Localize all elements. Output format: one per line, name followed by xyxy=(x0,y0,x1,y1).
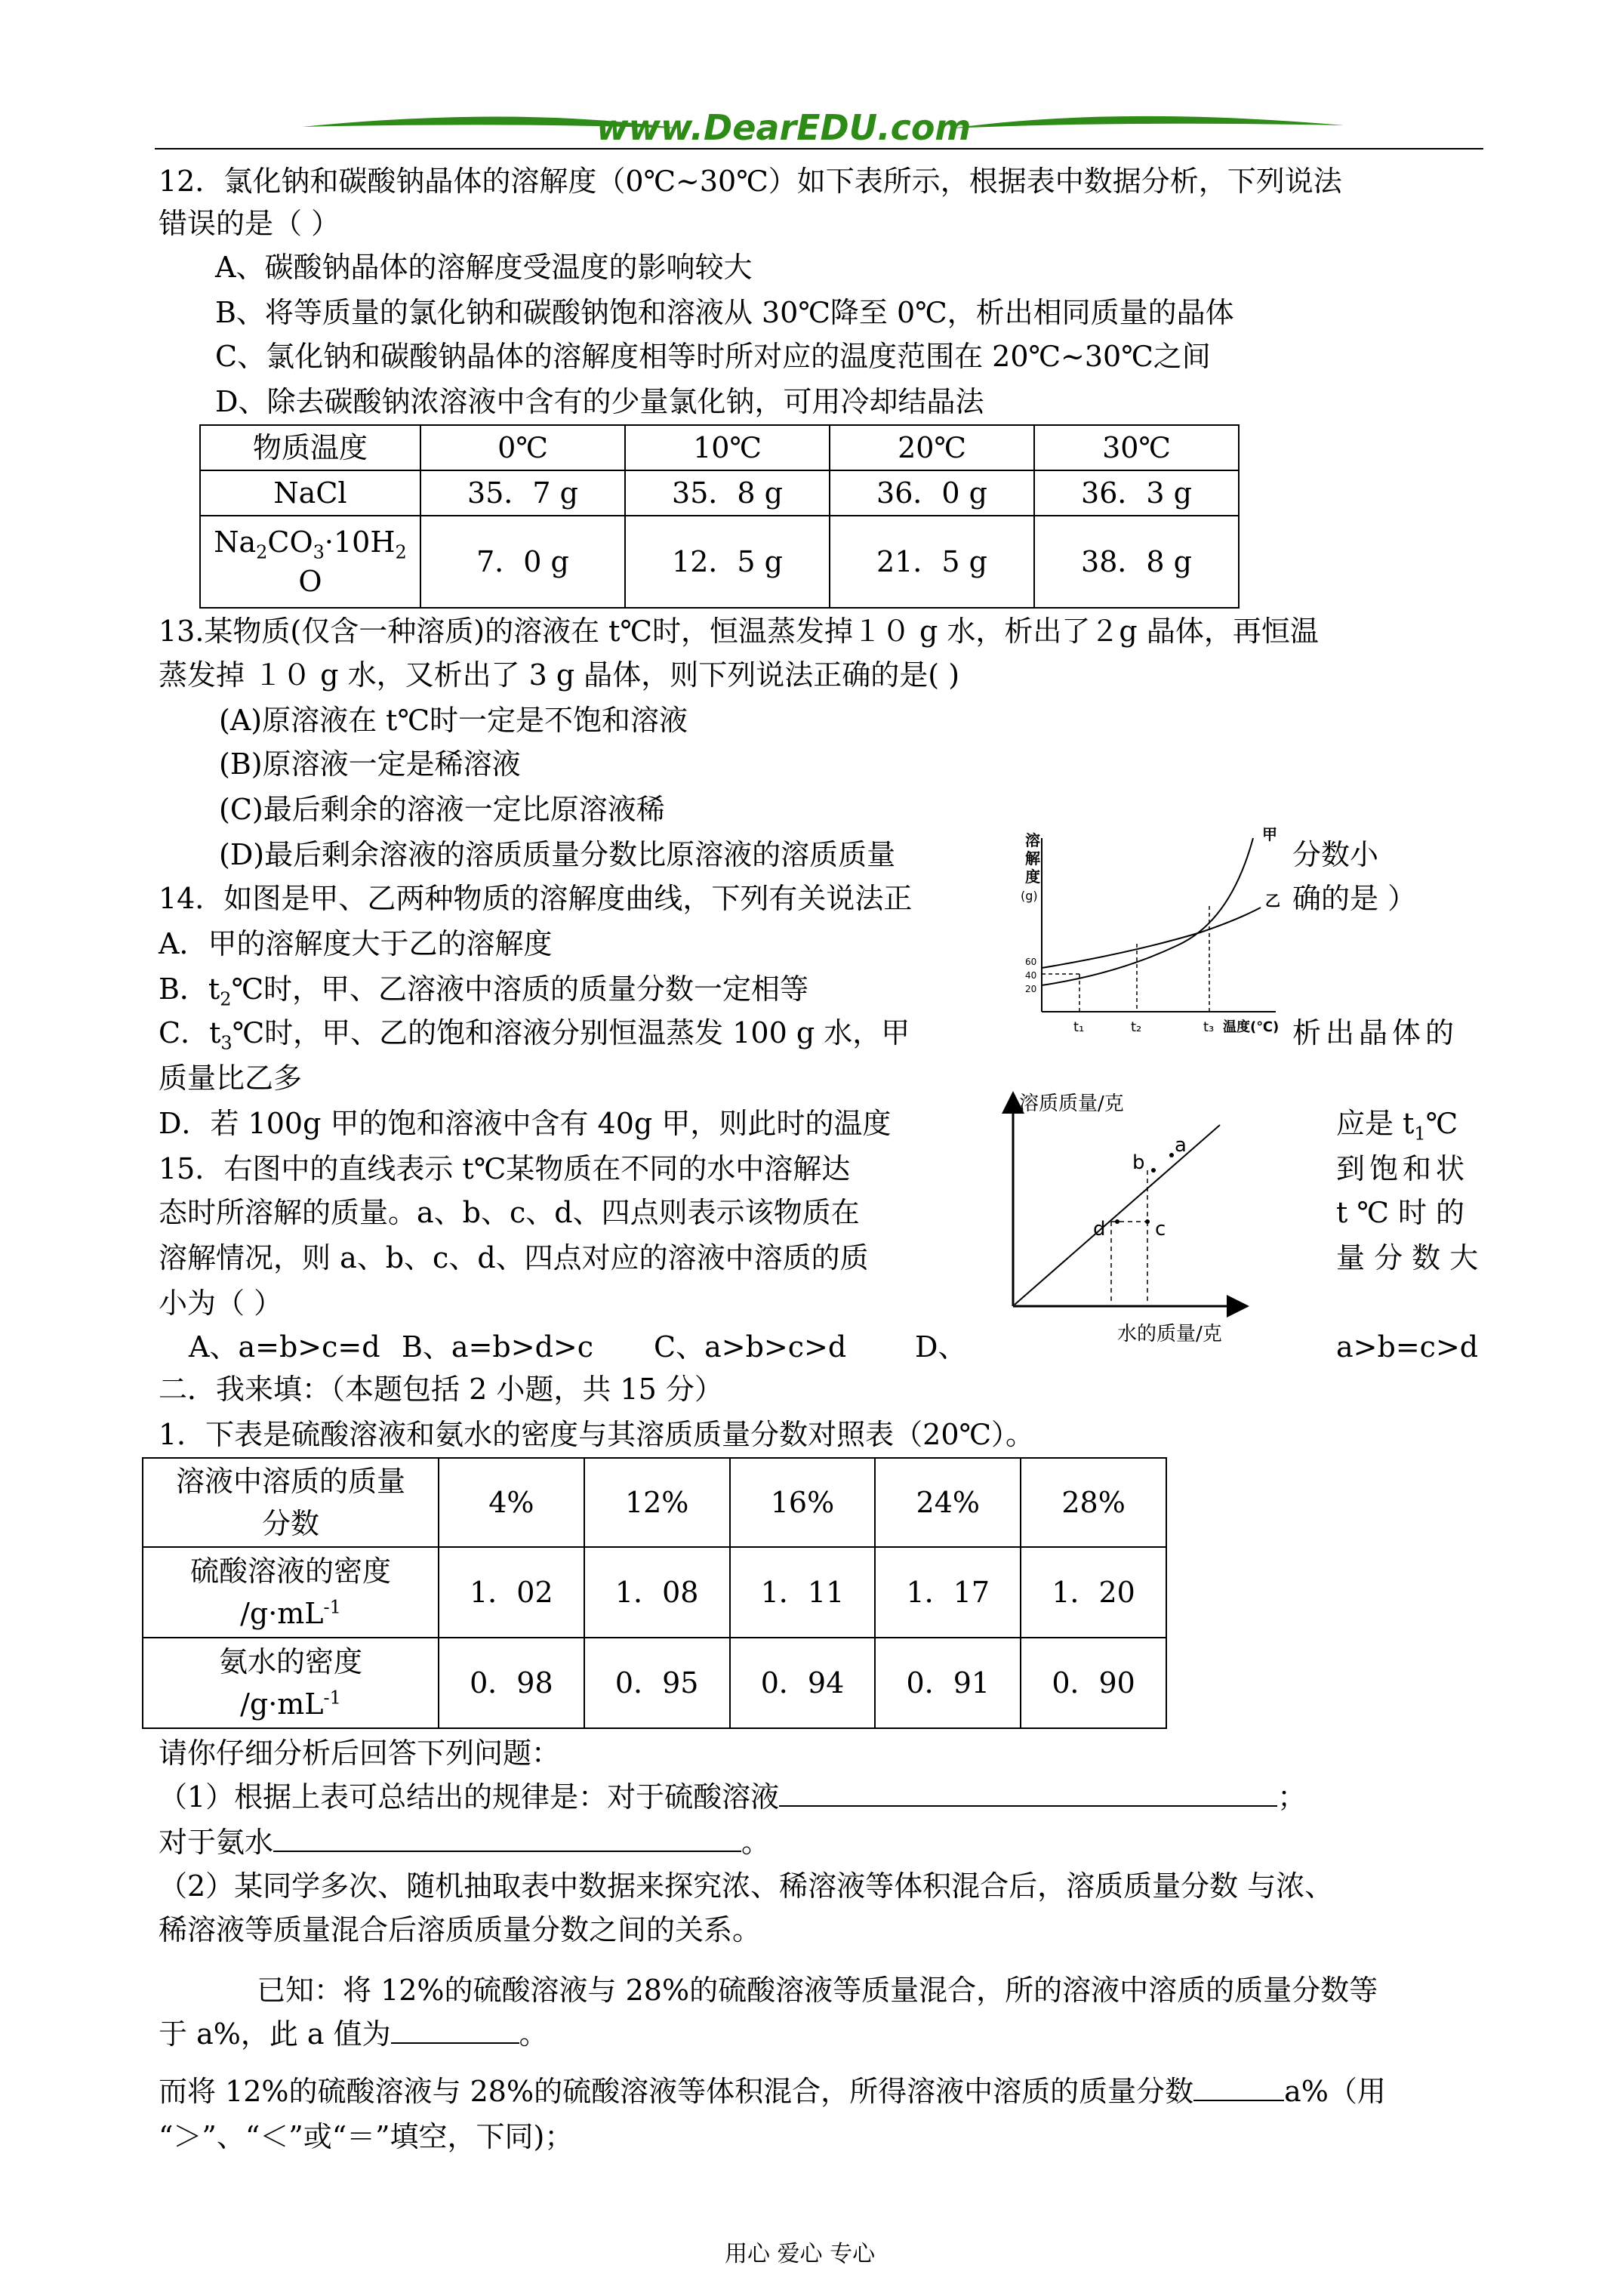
table-cell: 12% xyxy=(584,1458,730,1547)
table-cell: 10℃ xyxy=(625,425,830,470)
graph-x-tick: t₃ xyxy=(1203,1019,1215,1035)
point-a xyxy=(1169,1153,1174,1157)
table-cell: 30℃ xyxy=(1034,425,1239,470)
table-cell: 20℃ xyxy=(830,425,1034,470)
q15-option-d-left: D、 xyxy=(915,1330,967,1364)
table-cell: 1．20 xyxy=(1021,1547,1166,1638)
table-cell: 7．0 g xyxy=(420,516,625,608)
part2-ask: 请你仔细分析后回答下列问题： xyxy=(159,1737,561,1770)
q15-option-b: B、a=b>d>c xyxy=(402,1330,594,1364)
table-cell: 0．91 xyxy=(875,1638,1021,1728)
saturation-line xyxy=(1015,1125,1220,1305)
graph-x-tick: t₁ xyxy=(1073,1019,1085,1035)
q12-option-a: A、碳酸钠晶体的溶解度受温度的影响较大 xyxy=(215,251,753,284)
part2-title: 二．我来填：（本题包括 2 小题，共 15 分） xyxy=(159,1373,723,1406)
q12-solubility-table xyxy=(199,424,1240,609)
graph-x-tick: t₂ xyxy=(1131,1019,1142,1035)
q13-option-c: (C)最后剩余的溶液一定比原溶液稀 xyxy=(219,793,665,826)
table-cell: 24% xyxy=(875,1458,1021,1547)
curve-yi-label: 乙 xyxy=(1265,892,1280,910)
curve-yi xyxy=(1042,908,1261,968)
table-cell: 21．5 g xyxy=(830,516,1034,608)
point-b xyxy=(1151,1168,1156,1173)
part2-p2-line-2: 稀溶液等质量混合后溶质质量分数之间的关系。 xyxy=(159,1913,762,1946)
point-c xyxy=(1145,1219,1150,1224)
graph-y-label-4: (g) xyxy=(1021,889,1038,903)
q13-option-d-right: 分数小 xyxy=(1292,838,1379,871)
table-cell: 1．02 xyxy=(439,1547,584,1638)
table-cell: 0．94 xyxy=(730,1638,876,1728)
q14-option-a: A．甲的溶解度大于乙的溶解度 xyxy=(159,927,553,960)
part2-q1-stem: 1．下表是硫酸溶液和氨水的密度与其溶质质量分数对照表（20℃）。 xyxy=(159,1418,1035,1451)
table-cell: NaCl xyxy=(200,470,420,516)
table-cell: 1．17 xyxy=(875,1547,1021,1638)
answer-blank-compare[interactable] xyxy=(1193,2077,1284,2101)
q14-option-b: B．$t_2℃$时，甲、乙溶液中溶质的质量分数一定相等 xyxy=(159,972,808,1010)
table-cell: 35．7 g xyxy=(420,470,625,516)
q13-option-d-left: (D)最后剩余溶液的溶质质量分数比原溶液的溶质质量 xyxy=(219,838,896,871)
q14-stem-right: 确的是 ） xyxy=(1292,882,1417,915)
header-rule xyxy=(155,148,1483,149)
graph-y-label: 溶质质量/克 xyxy=(1019,1093,1124,1115)
part2-p1-line-1: （1）根据上表可总结出的规律是：对于硫酸溶液 ； xyxy=(159,1780,1307,1814)
part2-p2-line-3: 已知：将 12%的硫酸溶液与 28%的硫酸溶液等质量混合，所的溶液中溶质的质量分数等 xyxy=(257,1974,1378,2007)
table-cell: 物质温度 xyxy=(200,425,420,470)
table-cell: 0℃ xyxy=(420,425,625,470)
graph-y-label-3: 度 xyxy=(1025,868,1040,886)
table-cell: 1．08 xyxy=(584,1547,730,1638)
page-footer: 用心 爱心 专心 xyxy=(725,2241,876,2267)
q12-option-b: B、将等质量的氯化钠和碳酸钠饱和溶液从 30℃降至 0℃，析出相同质量的晶体 xyxy=(215,296,1234,329)
na2co3-label: $Na_2CO_3\cdot 10H_2$ O xyxy=(214,525,407,598)
q15-line-1-left: 15．右图中的直线表示 t℃某物质在不同的水中溶解达 xyxy=(159,1152,851,1185)
site-logo: www.DearEDU.com xyxy=(596,107,972,148)
table-cell: 1．11 xyxy=(730,1547,876,1638)
table-cell: 35．8 g xyxy=(625,470,830,516)
q15-line-2-right: t ℃ 时 的 xyxy=(1336,1196,1465,1229)
curve-jia xyxy=(1042,838,1253,985)
table-cell: 0．95 xyxy=(584,1638,730,1728)
q14-option-d-left: D．若 100g 甲的饱和溶液中含有 40g 甲，则此时的温度 xyxy=(159,1107,892,1140)
q15-saturation-graph xyxy=(996,1080,1329,1359)
graph-y-tick: 20 xyxy=(1025,984,1037,994)
q15-option-a: A、a=b>c=d xyxy=(189,1330,380,1364)
answer-blank-ammonia[interactable] xyxy=(273,1828,741,1852)
table-cell: 12．5 g xyxy=(625,516,830,608)
curve-jia-label: 甲 xyxy=(1262,825,1277,843)
point-d xyxy=(1115,1219,1119,1224)
q12-option-d: D、除去碳酸钠浓溶液中含有的少量氯化钠，可用冷却结晶法 xyxy=(215,385,984,418)
table-cell: 28% xyxy=(1021,1458,1166,1547)
table-cell: 36．3 g xyxy=(1034,470,1239,516)
q12-stem-1: 12．氯化钠和碳酸钠晶体的溶解度（0℃~30℃）如下表所示，根据表中数据分析，下列说法 xyxy=(159,165,1342,198)
q13-stem-2: 蒸发掉 １０ g 水，又析出了 3 g 晶体，则下列说法正确的是( ) xyxy=(159,658,960,692)
answer-blank-a-value[interactable] xyxy=(391,2020,519,2044)
part2-p2-line-4: 于 a%，此 a 值为 。 xyxy=(159,2017,548,2051)
graph-x-label: 水的质量/克 xyxy=(1117,1323,1222,1345)
density-table xyxy=(142,1457,1167,1729)
part2-p2-line-5: 而将 12%的硫酸溶液与 28%的硫酸溶液等体积混合，所得溶液中溶质的质量分数 a%（用 xyxy=(159,2075,1386,2108)
q12-stem-2: 错误的是（ ） xyxy=(159,207,340,240)
point-a-label: a xyxy=(1175,1134,1187,1157)
table-cell: 0．90 xyxy=(1021,1638,1166,1728)
q15-line-3-right: 量 分 数 大 xyxy=(1336,1241,1479,1274)
q15-line-2-left: 态时所溶解的质量。a、b、c、d、四点则表示该物质在 xyxy=(159,1196,860,1229)
q14-solubility-graph xyxy=(1004,823,1291,1049)
graph-y-label-1: 溶 xyxy=(1025,831,1040,849)
graph-x-label: 温度(℃) xyxy=(1223,1019,1280,1035)
part2-p2-line-6: “＞”、“＜”或“＝”填空，下同)； xyxy=(159,2120,574,2153)
table-cell: 氨水的密度 $/g\cdot mL^{-1}$ xyxy=(143,1638,439,1728)
q15-line-1-right: 到饱和状 xyxy=(1336,1152,1470,1185)
table-cell: 16% xyxy=(730,1458,876,1547)
table-cell xyxy=(200,516,420,608)
q14-stem-left: 14．如图是甲、乙两种物质的溶解度曲线，下列有关说法正 xyxy=(159,882,913,915)
table-cell: 36．0 g xyxy=(830,470,1034,516)
q13-option-a: (A)原溶液在 t℃时一定是不饱和溶液 xyxy=(219,704,688,737)
part2-p1-line-2: 对于氨水 。 xyxy=(159,1826,771,1859)
graph-y-tick: 60 xyxy=(1025,957,1037,967)
q13-stem-1: 13.某物质(仅含一种溶质)的溶液在 t℃时，恒温蒸发掉１０ g 水，析出了２g 晶体，再恒温 xyxy=(159,615,1319,648)
q14-option-c-2: 质量比乙多 xyxy=(159,1062,303,1095)
graph-y-tick: 40 xyxy=(1025,970,1037,981)
q14-option-d-right: 应是 $t_1℃$ xyxy=(1336,1107,1458,1145)
q15-line-3-left: 溶解情况，则 a、b、c、d、四点对应的溶液中溶质的质 xyxy=(159,1241,869,1274)
table-cell: 溶液中溶质的质量 分数 xyxy=(143,1458,439,1547)
table-cell: 硫酸溶液的密度 $/g\cdot mL^{-1}$ xyxy=(143,1547,439,1638)
q12-option-c: C、氯化钠和碳酸钠晶体的溶解度相等时所对应的温度范围在 20℃~30℃之间 xyxy=(215,340,1211,373)
q14-option-c-right: 析出晶体的 xyxy=(1292,1016,1459,1049)
q15-line-4: 小为（ ） xyxy=(159,1287,283,1320)
q15-option-c: C、a>b>c>d xyxy=(654,1330,847,1364)
answer-blank-sulfuric[interactable] xyxy=(779,1783,1277,1807)
q14-option-c: C．$t_3℃$时，甲、乙的饱和溶液分别恒温蒸发 100 g 水，甲 xyxy=(159,1016,910,1054)
graph-y-label-2: 解 xyxy=(1025,849,1040,868)
q13-option-b: (B)原溶液一定是稀溶液 xyxy=(219,747,521,781)
part2-p2-line-1: （2）某同学多次、随机抽取表中数据来探究浓、稀溶液等体积混合后，溶质质量分数 与浓、 xyxy=(159,1869,1334,1903)
q15-option-d-right: a>b=c>d xyxy=(1336,1330,1479,1364)
table-cell: 38．8 g xyxy=(1034,516,1239,608)
point-b-label: b xyxy=(1132,1151,1145,1174)
point-c-label: c xyxy=(1155,1218,1166,1240)
point-d-label: d xyxy=(1093,1218,1106,1240)
table-cell: 4% xyxy=(439,1458,584,1547)
table-cell: 0．98 xyxy=(439,1638,584,1728)
